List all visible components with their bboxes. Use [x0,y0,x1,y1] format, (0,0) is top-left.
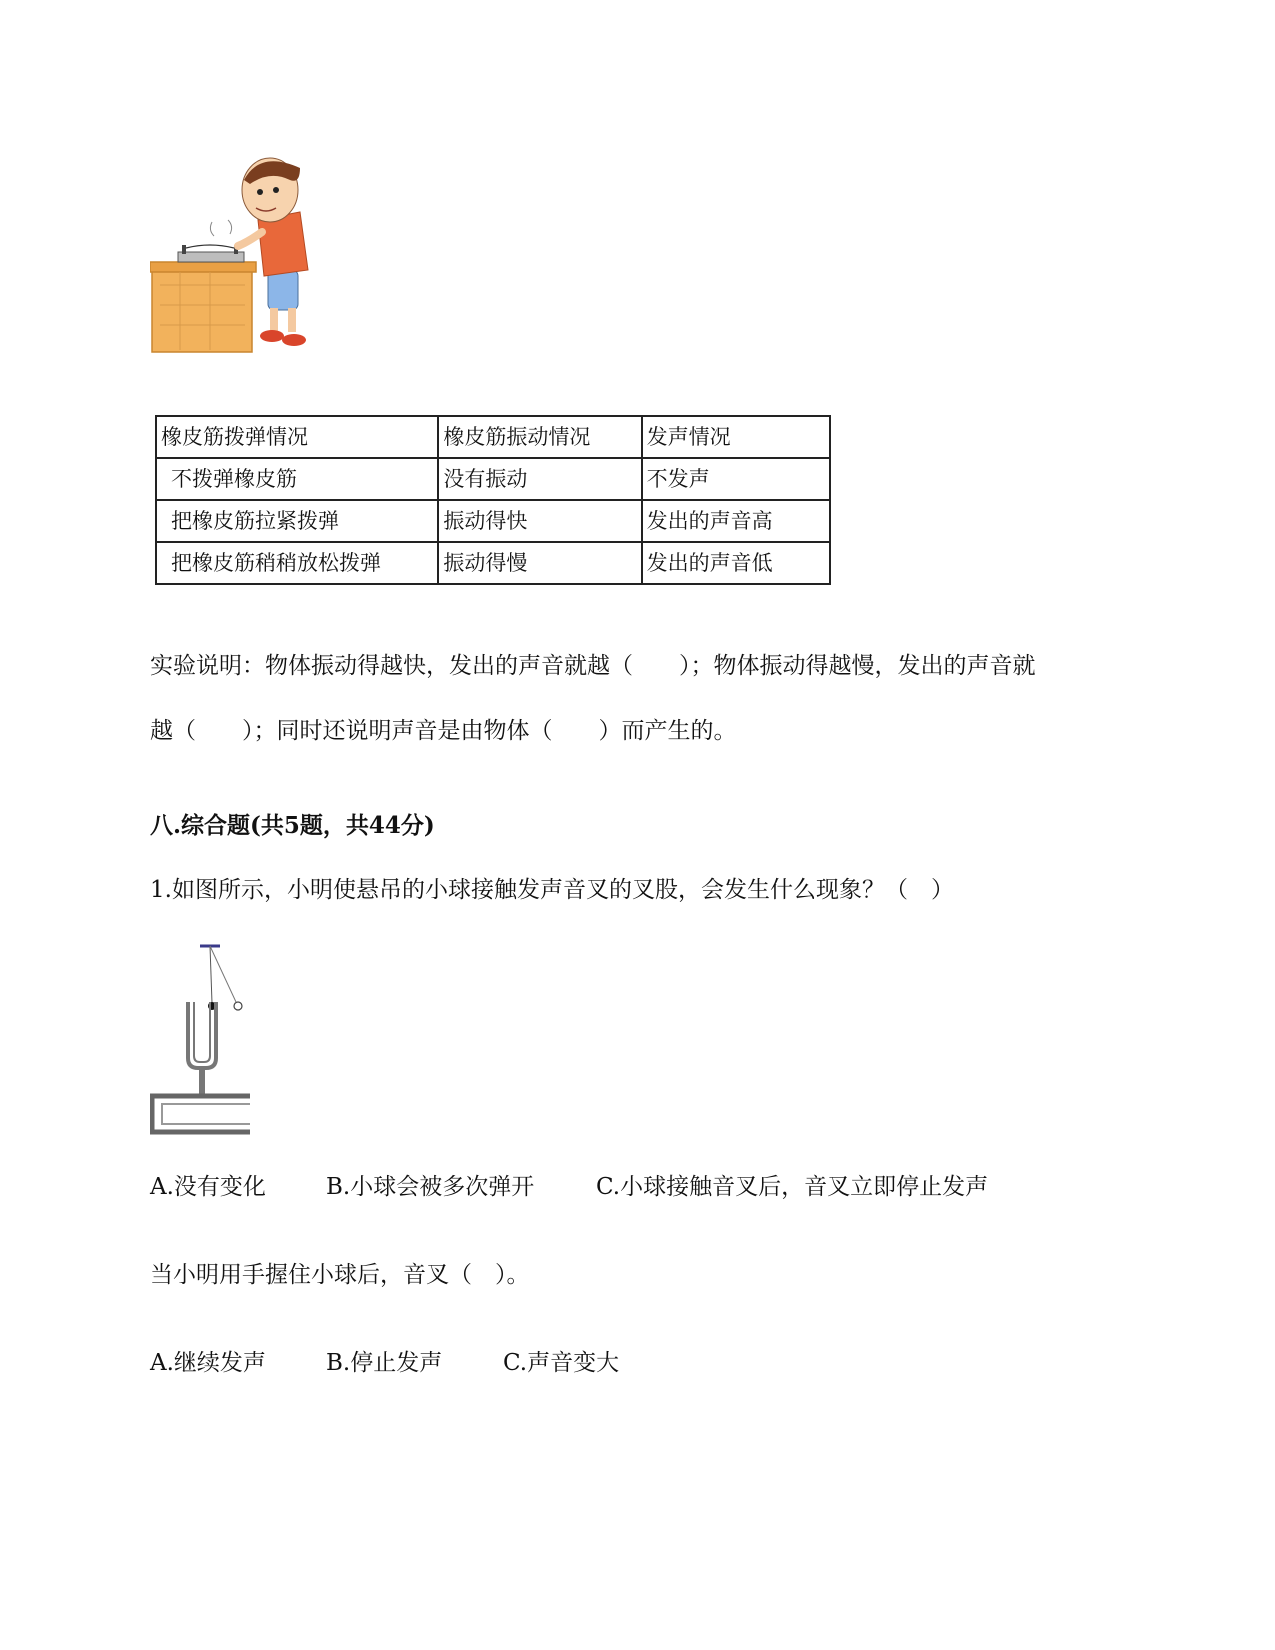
table-cell: 发出的声音高 [642,500,830,542]
table-cell: 不拨弹橡皮筋 [156,458,438,500]
tuning-fork-figure [150,940,260,1135]
experiment-note-line1: 实验说明：物体振动得越快，发出的声音就越（ ）；物体振动得越慢，发出的声音就 [150,653,1036,679]
table-row [156,458,830,500]
table-cell: 发出的声音低 [642,542,830,584]
table-header: 发声情况 [642,416,830,458]
table-cell: 把橡皮筋稍稍放松拨弹 [156,542,438,584]
section-title: 八.综合题(共5题，共44分) [150,812,435,839]
option-a[interactable]: A.没有变化 [150,1174,266,1200]
table-cell: 没有振动 [438,458,641,500]
table-cell: 振动得慢 [438,542,641,584]
question-options [150,1172,988,1202]
table-row [156,500,830,542]
table-cell: 不发声 [642,458,830,500]
boy-plucking-rubber-band-figure [150,150,310,355]
sub-option-a[interactable]: A.继续发声 [150,1350,266,1376]
question-text: 1.如图所示，小明使悬吊的小球接触发声音叉的叉股，会发生什么现象？（ ） [150,877,954,903]
option-c[interactable]: C.小球接触音叉后，音叉立即停止发声 [596,1174,989,1200]
table-cell: 把橡皮筋拉紧拨弹 [156,500,438,542]
subquestion-text: 当小明用手握住小球后，音叉（ ）。 [150,1262,530,1288]
option-b[interactable]: B.小球会被多次弹开 [326,1174,535,1200]
table-header: 橡皮筋拨弹情况 [156,416,438,458]
table-row [156,542,830,584]
experiment-note-line2: 越（ ）；同时还说明声音是由物体（ ）而产生的。 [150,718,737,744]
table-header: 橡皮筋振动情况 [438,416,641,458]
sub-option-c[interactable]: C.声音变大 [503,1350,620,1376]
sub-option-b[interactable]: B.停止发声 [326,1350,443,1376]
experiment-table [155,415,831,585]
table-header-row [156,416,830,458]
table-cell: 振动得快 [438,500,641,542]
subquestion-options [150,1348,619,1378]
